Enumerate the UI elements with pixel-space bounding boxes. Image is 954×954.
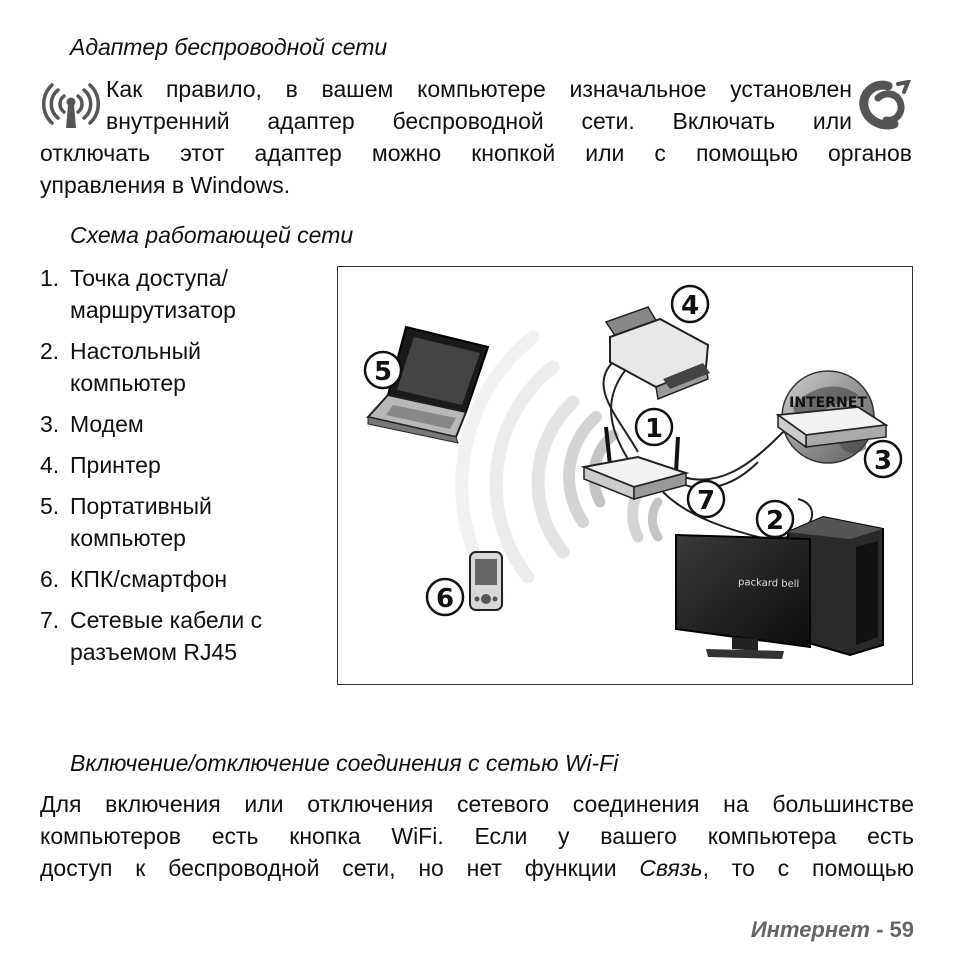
list-item-number: 6. (40, 566, 60, 592)
wireless-antenna-icon (42, 82, 100, 130)
list-item-text: Принтер (70, 452, 161, 478)
badge-5-label: 5 (373, 357, 393, 387)
badge-5 (365, 352, 401, 388)
list-item-text: разъемом RJ45 (70, 639, 238, 665)
wireless-switch-icon (858, 80, 912, 132)
list-item (40, 490, 330, 554)
paragraph-text: , то с помощью (702, 855, 915, 881)
paragraph-line: Как правило, в вашем компьютере изначальное установлен (106, 76, 852, 102)
list-item-text: Точка доступа/ (70, 265, 228, 291)
network-components-list (40, 262, 330, 677)
section-heading-wifi-toggle: Включение/отключение соединения с сетью Wi-Fi (70, 750, 619, 776)
paragraph-line: компьютеров есть кнопка WiFi. Если у вашего компьютера есть (40, 823, 914, 849)
network-diagram-illustration (338, 267, 912, 684)
paragraph-text: доступ к беспроводной сети, но нет функции (40, 855, 640, 881)
monitor-brand-label: packard bell (737, 577, 800, 591)
list-item (40, 335, 330, 399)
list-item-text: Портативный (70, 493, 212, 519)
list-item-number: 1. (40, 265, 60, 291)
list-item-number: 5. (40, 493, 60, 519)
internet-label: INTERNET (789, 395, 867, 411)
badge-3-label: 3 (873, 446, 893, 476)
list-item-text: маршрутизатор (70, 297, 236, 323)
paragraph-line: внутренний адаптер беспроводной сети. Включать или (106, 108, 852, 134)
list-item (40, 262, 330, 326)
badge-3 (865, 441, 901, 477)
footer-section-name: Интернет - (750, 917, 890, 942)
list-item (40, 408, 330, 440)
list-item-number: 7. (40, 607, 60, 633)
badge-4-label: 4 (680, 291, 700, 321)
badge-1-label: 1 (644, 414, 664, 444)
list-item-text: КПК/смартфон (70, 566, 228, 592)
list-item-number: 4. (40, 452, 60, 478)
page-number: 59 (889, 917, 914, 942)
pda-illustration (470, 552, 502, 610)
network-diagram (337, 266, 913, 685)
list-item (40, 449, 330, 481)
list-item (40, 563, 330, 595)
paragraph-line: Для включения или отключения сетевого соединения на большинстве (40, 791, 914, 817)
section-heading-network-scheme: Схема работающей сети (70, 222, 354, 248)
section-heading-wireless-adapter: Адаптер беспроводной сети (70, 34, 388, 60)
badge-2 (757, 501, 793, 537)
list-item-text: Настольный (70, 338, 201, 364)
paragraph-line (40, 853, 914, 885)
paragraph-line: отключать этот адаптер можно кнопкой или с помощью органов (40, 140, 912, 166)
badge-7-label: 7 (696, 486, 716, 516)
badge-1 (636, 409, 672, 445)
list-item-text: Сетевые кабели с (70, 607, 263, 633)
emphasis-term: Связь (639, 855, 703, 881)
list-item-text: компьютер (70, 370, 186, 396)
list-item-number: 3. (40, 411, 60, 437)
badge-7 (688, 481, 724, 517)
badge-6 (427, 579, 463, 615)
list-item-text: компьютер (70, 525, 186, 551)
list-item (40, 604, 330, 668)
badge-2-label: 2 (765, 506, 785, 536)
badge-6-label: 6 (435, 584, 455, 614)
paragraph-line: управления в Windows. (40, 172, 291, 198)
page-footer (751, 917, 914, 943)
badge-4 (672, 286, 708, 322)
list-item-text: Модем (70, 411, 144, 437)
list-item-number: 2. (40, 338, 60, 364)
